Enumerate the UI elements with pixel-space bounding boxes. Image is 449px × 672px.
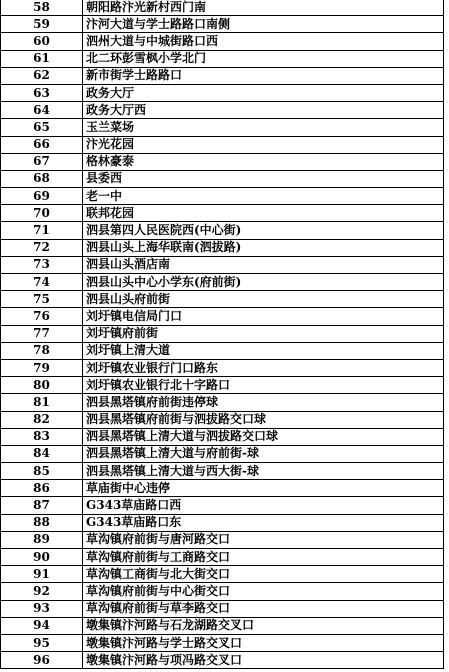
row-number-cell[interactable]: 71 — [1, 222, 83, 239]
row-number-cell[interactable]: 75 — [1, 291, 83, 308]
table-row — [1, 325, 444, 342]
table-row — [1, 153, 444, 170]
table-row — [1, 342, 444, 359]
table-row — [1, 84, 444, 101]
location-name-cell[interactable]: 刘圩镇上清大道 — [83, 342, 444, 359]
table-row — [1, 411, 444, 428]
table-row — [1, 617, 444, 634]
table-row — [1, 67, 444, 84]
table-row — [1, 239, 444, 256]
table-row — [1, 16, 444, 33]
location-name-cell[interactable]: G343草庙路口东 — [83, 514, 444, 531]
row-number-cell[interactable]: 76 — [1, 308, 83, 325]
row-number-cell[interactable]: 83 — [1, 428, 83, 445]
table-row — [1, 480, 444, 497]
location-name-cell[interactable]: 草沟镇府前街与中心街交口 — [83, 583, 444, 600]
location-name-cell[interactable]: 泗县黑塔镇府前街违停球 — [83, 394, 444, 411]
location-name-cell[interactable]: 刘圩镇农业银行北十字路口 — [83, 377, 444, 394]
table-row — [1, 205, 444, 222]
location-name-cell[interactable]: 刘圩镇府前街 — [83, 325, 444, 342]
table-row — [1, 652, 444, 669]
location-name-cell[interactable]: 墩集镇汴河路与项冯路交叉口 — [83, 652, 444, 669]
location-name-cell[interactable]: 朝阳路汴光新村西门南 — [83, 0, 444, 16]
location-name-cell[interactable]: 泗县山头中心小学东(府前街) — [83, 274, 444, 291]
table-row — [1, 377, 444, 394]
row-number-cell[interactable]: 65 — [1, 119, 83, 136]
row-number-cell[interactable]: 62 — [1, 67, 83, 84]
table-row — [1, 549, 444, 566]
table-row — [1, 308, 444, 325]
row-number-cell[interactable]: 82 — [1, 411, 83, 428]
location-name-cell[interactable]: 草沟镇府前街与唐河路交口 — [83, 531, 444, 548]
table-row — [1, 531, 444, 548]
location-name-cell[interactable]: 汴河大道与学士路路口南侧 — [83, 16, 444, 33]
row-number-cell[interactable]: 95 — [1, 634, 83, 651]
location-name-cell[interactable]: 玉兰菜场 — [83, 119, 444, 136]
table-row — [1, 102, 444, 119]
row-number-cell[interactable]: 58 — [1, 0, 83, 16]
location-name-cell[interactable]: 政务大厅 — [83, 84, 444, 101]
table-row — [1, 445, 444, 462]
location-name-cell[interactable]: 泗州大道与中城街路口西 — [83, 33, 444, 50]
location-name-cell[interactable]: 墩集镇汴河路与学士路交叉口 — [83, 634, 444, 651]
row-number-cell[interactable]: 68 — [1, 170, 83, 187]
row-number-cell[interactable]: 67 — [1, 153, 83, 170]
table-row — [1, 33, 444, 50]
table-row — [1, 566, 444, 583]
row-number-cell[interactable]: 94 — [1, 617, 83, 634]
row-number-cell[interactable]: 96 — [1, 652, 83, 669]
table-row — [1, 50, 444, 67]
table-row — [1, 222, 444, 239]
table-row — [1, 497, 444, 514]
location-name-cell[interactable]: 政务大厅西 — [83, 102, 444, 119]
location-name-cell[interactable]: 草沟镇府前街与工商路交口 — [83, 549, 444, 566]
row-number-cell[interactable]: 60 — [1, 33, 83, 50]
location-name-cell[interactable]: 县委西 — [83, 170, 444, 187]
location-name-cell[interactable]: 泗县黑塔镇上清大道与泗拔路交口球 — [83, 428, 444, 445]
row-number-cell[interactable]: 59 — [1, 16, 83, 33]
row-number-cell[interactable]: 66 — [1, 136, 83, 153]
location-name-cell[interactable]: 泗县黑塔镇上清大道与府前街-球 — [83, 445, 444, 462]
location-name-cell[interactable]: 草沟镇府前街与草李路交口 — [83, 600, 444, 617]
location-name-cell[interactable]: 汴光花园 — [83, 136, 444, 153]
location-name-cell[interactable]: 北二环彭雪枫小学北门 — [83, 50, 444, 67]
location-name-cell[interactable]: G343草庙路口西 — [83, 497, 444, 514]
table-row — [1, 514, 444, 531]
table-row — [1, 428, 444, 445]
row-number-cell[interactable]: 70 — [1, 205, 83, 222]
table-row — [1, 463, 444, 480]
location-name-cell[interactable]: 泗县第四人民医院西(中心街) — [83, 222, 444, 239]
row-number-cell[interactable]: 69 — [1, 188, 83, 205]
location-name-cell[interactable]: 泗县黑塔镇上清大道与西大街-球 — [83, 463, 444, 480]
location-name-cell[interactable]: 草庙街中心违停 — [83, 480, 444, 497]
table-row — [1, 0, 444, 16]
table-row — [1, 188, 444, 205]
table-row — [1, 394, 444, 411]
location-name-cell[interactable]: 泗县山头上海华联南(泗拔路) — [83, 239, 444, 256]
row-number-cell[interactable]: 93 — [1, 600, 83, 617]
row-number-cell[interactable]: 89 — [1, 531, 83, 548]
location-name-cell[interactable]: 草沟镇工商街与北大街交口 — [83, 566, 444, 583]
table-row — [1, 291, 444, 308]
location-name-cell[interactable]: 泗县山头府前街 — [83, 291, 444, 308]
row-number-cell[interactable]: 73 — [1, 256, 83, 273]
table-row — [1, 600, 444, 617]
table-row — [1, 359, 444, 376]
row-number-cell[interactable]: 79 — [1, 359, 83, 376]
row-number-cell[interactable]: 92 — [1, 583, 83, 600]
location-name-cell[interactable]: 墩集镇汴河路与石龙湖路交叉口 — [83, 617, 444, 634]
row-number-cell[interactable]: 63 — [1, 84, 83, 101]
row-number-cell[interactable]: 84 — [1, 445, 83, 462]
row-number-cell[interactable]: 74 — [1, 274, 83, 291]
table-row — [1, 170, 444, 187]
row-number-cell[interactable]: 86 — [1, 480, 83, 497]
location-name-cell[interactable]: 联邦花园 — [83, 205, 444, 222]
location-name-cell[interactable]: 格林豪泰 — [83, 153, 444, 170]
table-row — [1, 256, 444, 273]
row-number-cell[interactable]: 80 — [1, 377, 83, 394]
location-name-cell[interactable]: 泗县黑塔镇府前街与泗拔路交口球 — [83, 411, 444, 428]
table-row — [1, 583, 444, 600]
table-body — [1, 0, 444, 669]
row-number-cell[interactable]: 90 — [1, 549, 83, 566]
row-number-cell[interactable]: 88 — [1, 514, 83, 531]
row-number-cell[interactable]: 64 — [1, 102, 83, 119]
location-name-cell[interactable]: 泗县山头酒店南 — [83, 256, 444, 273]
location-name-cell[interactable]: 新市街学士路路口 — [83, 67, 444, 84]
row-number-cell[interactable]: 78 — [1, 342, 83, 359]
location-name-cell[interactable]: 刘圩镇电信局门口 — [83, 308, 444, 325]
row-number-cell[interactable]: 81 — [1, 394, 83, 411]
row-number-cell[interactable]: 91 — [1, 566, 83, 583]
table-row — [1, 274, 444, 291]
row-number-cell[interactable]: 77 — [1, 325, 83, 342]
row-number-cell[interactable]: 72 — [1, 239, 83, 256]
location-name-cell[interactable]: 刘圩镇农业银行门口路东 — [83, 359, 444, 376]
row-number-cell[interactable]: 85 — [1, 463, 83, 480]
row-number-cell[interactable]: 61 — [1, 50, 83, 67]
row-number-cell[interactable]: 87 — [1, 497, 83, 514]
location-name-cell[interactable]: 老一中 — [83, 188, 444, 205]
table-row — [1, 136, 444, 153]
table-row — [1, 119, 444, 136]
table-row — [1, 634, 444, 651]
